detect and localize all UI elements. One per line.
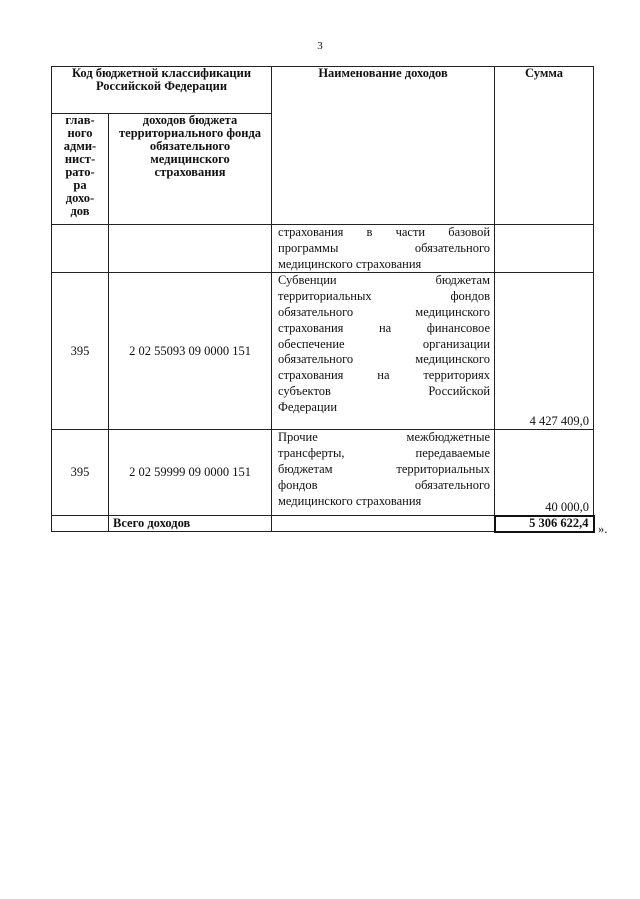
total-name-cell [272, 516, 495, 532]
budget-code-cell: 2 02 59999 09 0000 151 [109, 430, 272, 516]
revenue-name-line: обязательного медицинского [278, 304, 491, 319]
revenue-name-line: фондов обязательного [278, 477, 491, 492]
closing-quote-mark: ». [598, 522, 608, 536]
revenue-name-line: медицинского страхования [278, 256, 422, 271]
header-row-group [52, 67, 594, 114]
revenue-name-line: страхования на территориях [278, 368, 491, 383]
revenue-name-cell [272, 273, 495, 430]
total-row [52, 516, 594, 532]
revenue-name-cell [272, 430, 495, 516]
header-admin-line: ного [67, 126, 93, 140]
revenue-table [51, 66, 595, 533]
revenue-name-line: субъектов Российской [278, 383, 491, 398]
revenue-name-line: Федерации [278, 399, 338, 414]
revenue-name-line: трансферты, передаваемые [278, 446, 491, 461]
header-sum: Сумма [495, 67, 594, 225]
revenue-name-line: территориальных фондов [278, 289, 491, 304]
header-main-administrator [52, 114, 109, 225]
header-admin-line: нист- [64, 152, 96, 166]
header-admin-line: ра [73, 178, 87, 192]
total-admin-cell [52, 516, 109, 532]
revenue-name-line: программы обязательного [278, 240, 491, 255]
sum-cell [495, 225, 594, 273]
revenue-name-line: бюджетам территориальных [278, 461, 491, 476]
sum-cell: 4 427 409,0 [495, 273, 594, 430]
revenue-name-line: медицинского страхования [278, 493, 422, 508]
sum-cell: 40 000,0 [495, 430, 594, 516]
header-admin-line: дов [70, 204, 90, 218]
page-number: 3 [317, 40, 323, 52]
table-row [52, 430, 594, 516]
header-budget-classification: Код бюджетной классификации Российской Федерации [52, 67, 272, 114]
budget-code-cell: 2 02 55093 09 0000 151 [109, 273, 272, 430]
header-fund-revenue-code: доходов бюджета территориального фонда обязательного медицинского страхования [109, 114, 272, 225]
revenue-name-line: обязательного медицинского [278, 352, 491, 367]
revenue-name-line: страхования в части базовой [278, 225, 491, 239]
header-admin-line: глав- [65, 113, 95, 127]
header-revenue-name: Наименование доходов [272, 67, 495, 225]
admin-code-cell: 395 [52, 430, 109, 516]
revenue-name-line: Субвенции бюджетам [278, 273, 491, 288]
revenue-name-line: обеспечение организации [278, 336, 491, 351]
header-admin-line: рато- [65, 165, 95, 179]
admin-code-cell [52, 225, 109, 273]
table-row [52, 273, 594, 430]
table-row [52, 225, 594, 273]
revenue-name-line: страхования на финансовое [278, 320, 491, 335]
revenue-name-line: Прочие межбюджетные [278, 430, 491, 445]
revenue-name-cell [272, 225, 495, 273]
total-sum: 5 306 622,4 [495, 516, 594, 532]
header-admin-line: дохо- [65, 191, 95, 205]
header-admin-line: адми- [63, 139, 97, 153]
budget-code-cell [109, 225, 272, 273]
total-label: Всего доходов [109, 516, 272, 532]
admin-code-cell: 395 [52, 273, 109, 430]
